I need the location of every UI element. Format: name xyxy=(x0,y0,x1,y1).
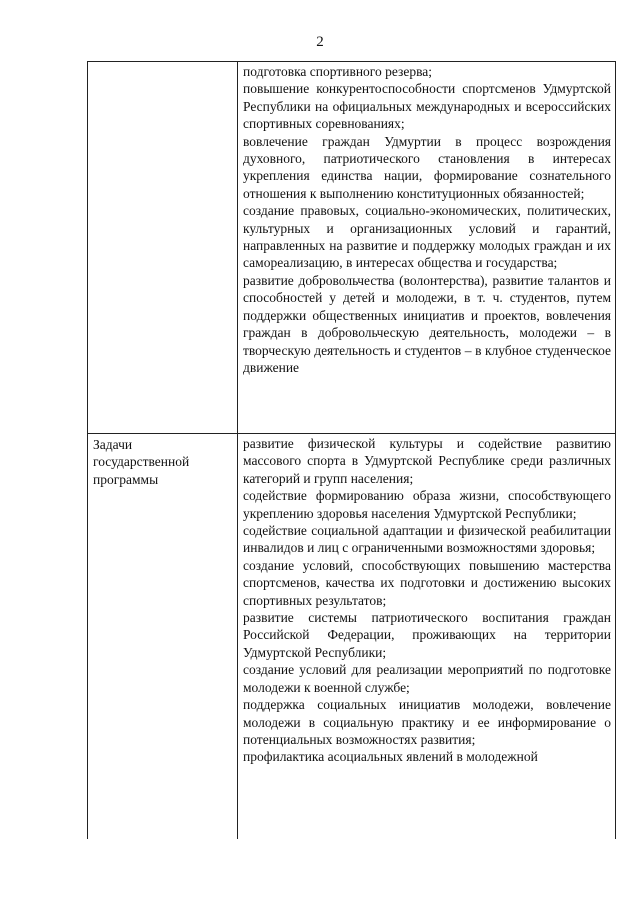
list-item: развитие добровольчества (волонтерства), развитие талантов и способностей у детей и молодежи, в т. ч. студентов, путем поддержки общественных инициатив и проектов, вовлечения граждан в добровольческую деятельность, молодежи – в творческую деятельность и студентов – в клубное студенческое движение xyxy=(243,272,611,375)
program-table xyxy=(87,61,616,839)
row-content-cell xyxy=(238,62,616,434)
list-item: подготовка спортивного резерва; xyxy=(243,64,433,79)
row-label-cell xyxy=(88,434,238,840)
table-row xyxy=(88,434,616,840)
row-label: Задачи государственной программы xyxy=(93,437,190,487)
list-item: создание условий для реализации мероприятий по подготовке молодежи к военной службе; xyxy=(243,662,611,695)
list-item: создание условий, способствующих повышению мастерства спортсменов, качества их подготовки и достижению высоких спортивных результатов; xyxy=(243,557,611,608)
list-item: создание правовых, социально-экономических, политических, культурных и организационных условий и гарантий, направленных на развитие и поддержку молодых граждан и их самореализацию, в интересах общества и государства; xyxy=(243,203,611,271)
list-item: содействие формированию образа жизни, способствующего укреплению здоровья населения Удмуртской Республики; xyxy=(243,488,611,521)
table-row xyxy=(88,62,616,434)
list-item: повышение конкурентоспособности спортсменов Удмуртской Республики на официальных международных и всероссийских спортивных соревнованиях; xyxy=(243,81,611,132)
row-content xyxy=(238,434,615,768)
row-content xyxy=(238,62,615,378)
list-item: профилактика асоциальных явлений в молодежной xyxy=(243,749,538,765)
list-item: развитие системы патриотического воспитания граждан Российской Федерации, проживающих на территории Удмуртской Республики; xyxy=(243,610,611,660)
list-item: поддержка социальных инициатив молодежи, вовлечение молодежи в социальную практику и ее информирование о потенциальных возможностях развития; xyxy=(243,697,611,747)
list-item: вовлечение граждан Удмуртии в процесс возрождения духовного, патриотического становления в интересах укрепления единства нации, формирование сознательного отношения к выполнению конституционных обязанностей; xyxy=(243,133,611,201)
list-item: содействие социальной адаптации и физической реабилитации инвалидов и лиц с ограниченными возможностями здоровья; xyxy=(243,523,611,556)
list-item: развитие физической культуры и содействие развитию массового спорта в Удмуртской Республике среди различных категорий и групп населения; xyxy=(243,436,611,486)
row-label xyxy=(88,62,237,64)
row-label-cell xyxy=(88,62,238,434)
row-content-cell xyxy=(238,434,616,840)
page-number: 2 xyxy=(316,34,324,50)
